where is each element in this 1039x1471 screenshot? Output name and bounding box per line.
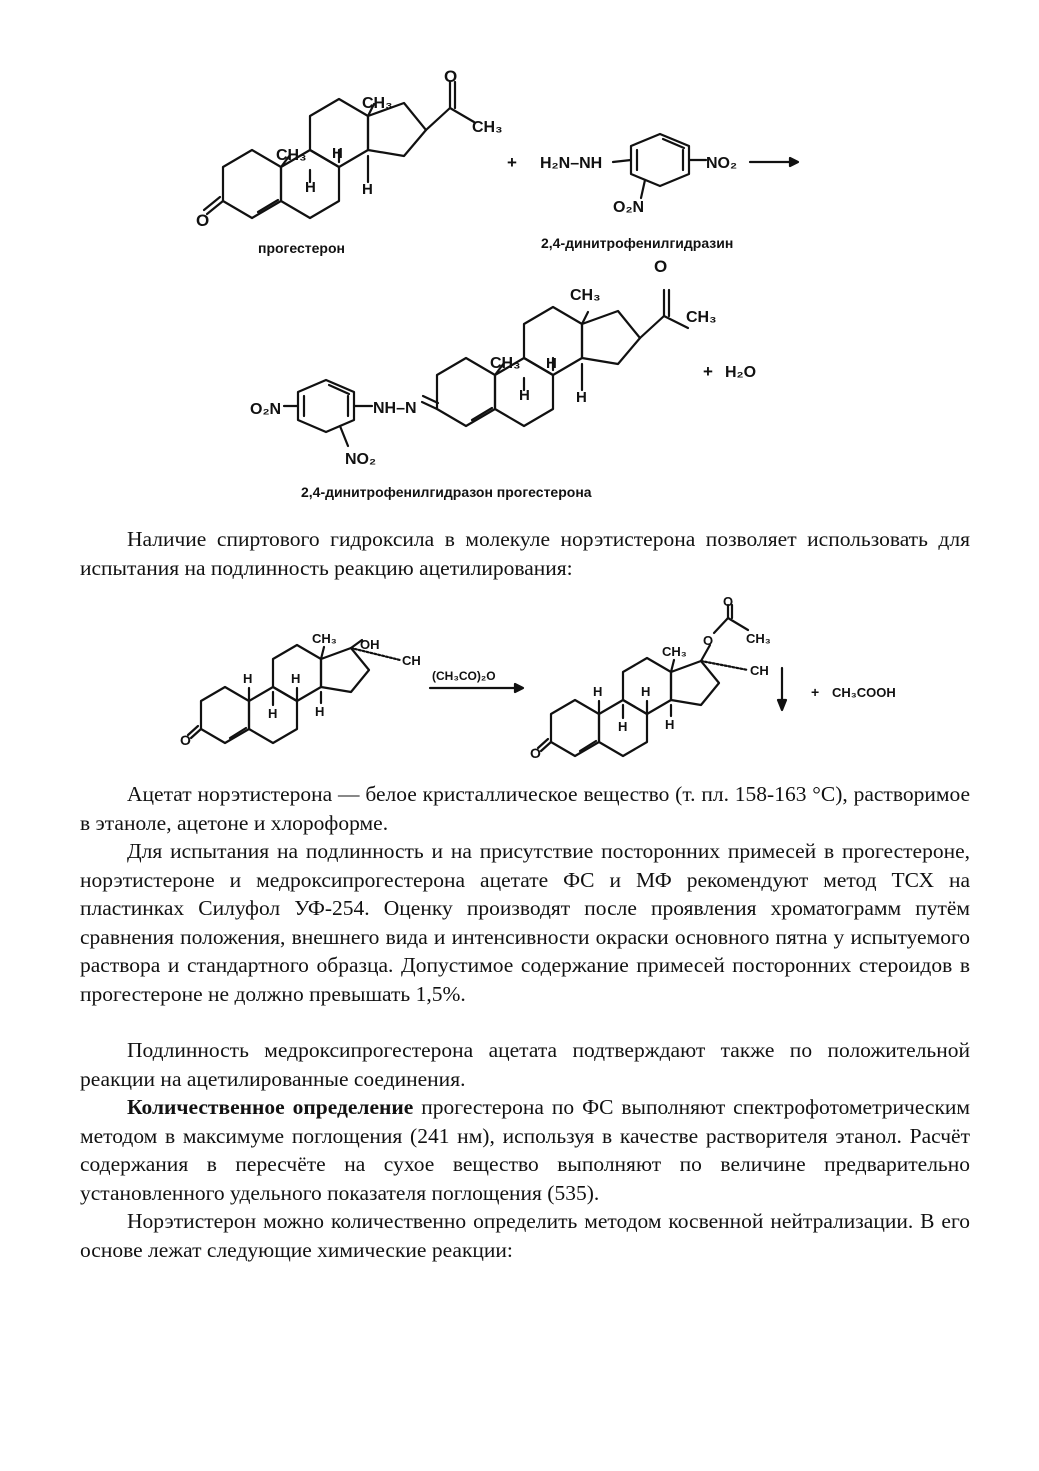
paragraph: Ацетат норэтистерона — белое кристаллическое вещество (т. пл. 158-163 °С), растворимое в этаноле, ацетоне и хлороформе. bbox=[80, 782, 970, 835]
scheme-acetylation bbox=[0, 590, 1039, 770]
label-hydrazone: 2,4-динитрофенилгидразон прогестерона bbox=[301, 484, 592, 500]
paragraph bbox=[80, 1093, 970, 1207]
norethisterone-acetate-structure bbox=[538, 605, 786, 756]
atom-h: H bbox=[243, 671, 253, 686]
atom-h2o: H₂O bbox=[725, 364, 757, 381]
atom-ch3: CH₃ bbox=[490, 355, 521, 372]
reagent: (CH₃CO)₂O bbox=[432, 669, 496, 683]
atom-o: O bbox=[196, 211, 210, 230]
atom-ch3: CH₃ bbox=[312, 631, 337, 646]
atom-no2: NO₂ bbox=[345, 451, 377, 468]
norethisterone-structure bbox=[188, 640, 523, 743]
atom-h: H bbox=[665, 717, 675, 732]
plus-sign: + bbox=[703, 362, 713, 381]
atom-oh: OH bbox=[360, 637, 380, 652]
atom-h: H bbox=[315, 704, 325, 719]
atom-o: O bbox=[703, 633, 714, 648]
atom-h: H bbox=[546, 355, 557, 372]
atom-nh-n: NH–N bbox=[373, 400, 417, 417]
atom-o: O bbox=[444, 67, 458, 86]
atom-h: H bbox=[576, 389, 587, 406]
plus-sign: + bbox=[811, 684, 820, 700]
atom-h: H bbox=[641, 684, 651, 699]
text-block-1 bbox=[80, 525, 970, 582]
atom-no2: NO₂ bbox=[706, 155, 738, 172]
atom-no2: O₂N bbox=[613, 199, 645, 216]
atom-ch3: CH₃ bbox=[686, 309, 717, 326]
atom-h: H bbox=[618, 719, 628, 734]
paragraph: Наличие спиртового гидроксила в молекуле норэтистерона позволяет использовать для испытания на подлинность реакцию ацетилирования: bbox=[80, 527, 970, 580]
atom-h: H bbox=[362, 181, 373, 198]
atom-h: H bbox=[268, 706, 278, 721]
text-block-2 bbox=[80, 780, 970, 1264]
paragraph: Подлинность медроксипрогестерона ацетата подтверждают также по положительной реакции на ацетилированные соединения. bbox=[80, 1038, 970, 1091]
atom-h: H bbox=[332, 145, 343, 162]
plus-sign: + bbox=[507, 153, 517, 172]
atom-ch3cooh: CH₃COOH bbox=[832, 685, 896, 700]
paragraph: Норэтистерон можно количественно определить методом косвенной нейтрализации. В его основе лежат следующие химические реакции: bbox=[80, 1209, 970, 1262]
atom-h: H bbox=[305, 179, 316, 196]
atom-h2n-nh: H₂N–NH bbox=[540, 155, 603, 172]
atom-h: H bbox=[291, 671, 301, 686]
atom-ch3: CH₃ bbox=[746, 631, 771, 646]
bold-heading: Количественное определение bbox=[127, 1095, 414, 1119]
atom-ch3: CH₃ bbox=[570, 287, 601, 304]
atom-h: H bbox=[519, 387, 530, 404]
label-progesterone: прогестерон bbox=[258, 240, 345, 256]
atom-ch: CH bbox=[402, 653, 421, 668]
atom-ch3: CH₃ bbox=[362, 95, 393, 112]
label-dnph: 2,4-динитрофенилгидразин bbox=[541, 235, 734, 251]
atom-ch: CH bbox=[750, 663, 769, 678]
paragraph-text: прогестерона по ФС выполняют спектрофотометрическим методом в максимуме поглощения (241 нм), используя в качестве растворителя этанол. Расчёт содержания в пересчёте на сухое вещество выполняют по величине предварительно установленного удельного показателя поглощения (535). bbox=[80, 1095, 970, 1205]
atom-ch3: CH₃ bbox=[276, 147, 307, 164]
atom-o: O bbox=[180, 732, 191, 748]
atom-o: O bbox=[654, 257, 668, 276]
atom-ch3: CH₃ bbox=[472, 119, 503, 136]
paragraph: Для испытания на подлинность и на присутствие посторонних примесей в прогестероне, норэтистероне и медроксипрогестерона ацетате ФС и МФ рекомендуют метод ТСХ на пластинках Силуфол УФ-254. Оценку производят после проявления хроматограмм путём сравнения положения, внешнего вида и интенсивности окраски основного пятна у испытуемого раствора и стандартного образца. Допустимое содержание примесей посторонних стероидов в прогестероне не должно превышать 1,5%. bbox=[80, 839, 970, 1006]
atom-h: H bbox=[593, 684, 603, 699]
atom-o: O bbox=[723, 594, 734, 609]
atom-o: O bbox=[530, 745, 541, 761]
atom-o2n: O₂N bbox=[250, 401, 282, 418]
hydrazone-structure bbox=[284, 290, 688, 446]
atom-ch3: CH₃ bbox=[662, 644, 687, 659]
scheme-progesterone-dnph bbox=[0, 0, 1039, 510]
